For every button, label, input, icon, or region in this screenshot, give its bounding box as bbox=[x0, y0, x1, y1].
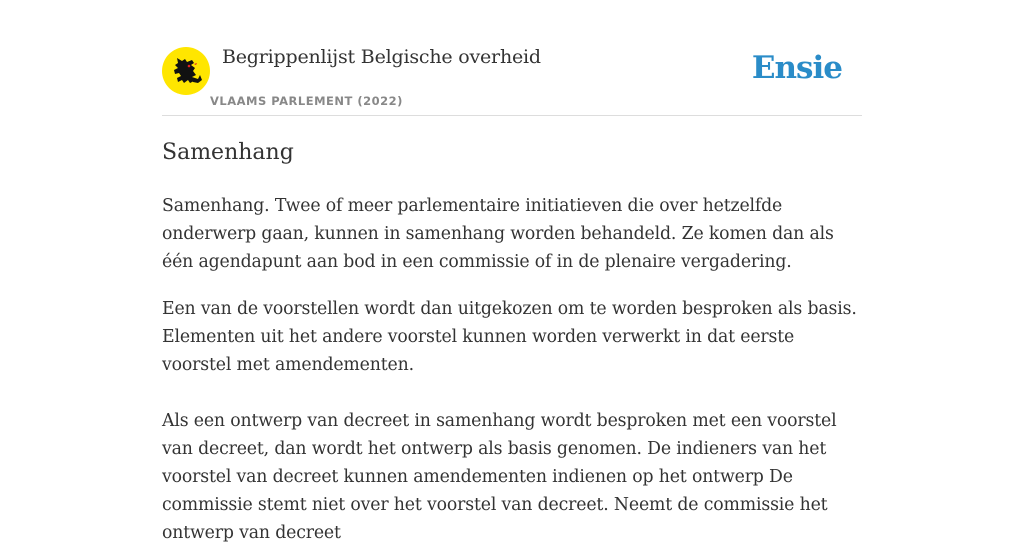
source-title[interactable]: Begrippenlijst Belgische overheid bbox=[222, 46, 541, 68]
paragraph: Een van de voorstellen wordt dan uitgekozen om te worden besproken als basis. Elementen uit het andere voorstel kunnen worden verwerkt in dat eerste voorstel met amendementen. bbox=[162, 299, 857, 375]
entry-title: Samenhang bbox=[162, 140, 294, 165]
paragraph: Als een ontwerp van decreet in samenhang wordt besproken met een voorstel van decreet, dan wordt het ontwerp als basis genomen. De indieners van het voorstel van decreet kunnen amendementen indienen op het ontwerp De commissie stemt niet over het voorstel van decreet. Neemt de commissie het ontwerp van decreet bbox=[162, 411, 837, 543]
source-header bbox=[162, 0, 862, 116]
source-logo[interactable] bbox=[162, 47, 210, 95]
source-subtitle: VLAAMS PARLEMENT (2022) bbox=[210, 94, 403, 108]
ensie-logo[interactable]: Ensie bbox=[751, 50, 842, 86]
page bbox=[162, 0, 862, 543]
entry-content bbox=[162, 192, 862, 547]
flemish-lion-icon bbox=[162, 47, 210, 95]
paragraph: Samenhang. Twee of meer parlementaire initiatieven die over hetzelfde onderwerp gaan, kunnen in samenhang worden behandeld. Ze komen dan als één agendapunt aan bod in een commissie of in de plenaire vergadering. bbox=[162, 196, 834, 272]
